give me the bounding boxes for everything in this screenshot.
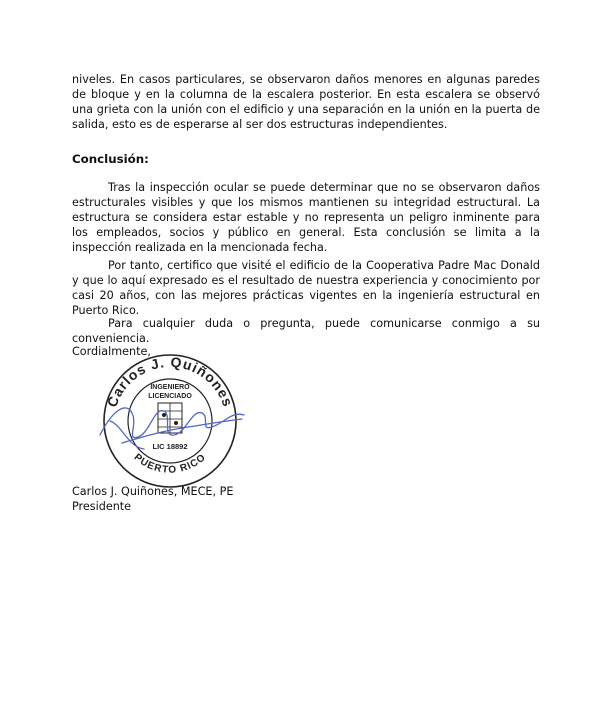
intro-paragraph: niveles. En casos particulares, se observaron daños menores en algunas paredes de bloque y en la columna de la escalera posterior. En esta escalera se observó una grieta con la unión con el edificio y una separación en la unión en la puerta de salida, esto es de esperarse al ser dos estructuras independientes. [72, 73, 540, 131]
seal-license: LIC 18892 [152, 442, 188, 451]
signer-title: Presidente [72, 500, 132, 513]
seal-inner-line1: INGENIERO [150, 384, 190, 391]
conclusion-heading: Conclusión: [72, 152, 149, 166]
seal-inner-line2: LICENCIADO [148, 393, 192, 400]
certification-paragraph: Por tanto, certifico que visité el edificio de la Cooperativa Padre Mac Donald y que lo aquí expresado es el resultado de nuestra experiencia y conocimiento por casi 20 años, con las mejores prácticas vigentes en la ingeniería estructural en Puerto Rico. [72, 259, 540, 317]
conclusion-paragraph: Tras la inspección ocular se puede determinar que no se observaron daños estructurales visibles y que los mismos mantienen su integridad estructural. La estructura se considera estar estable y no representa un peligro inminente para los empleados, socios y público en general. Esta conclusión se limita a la inspección realizada en la mencionada fecha. [72, 181, 540, 254]
closing-salutation: Cordialmente, [72, 345, 151, 358]
signer-name: Carlos J. Quiñones, MECE, PE [72, 485, 234, 498]
seal-country-arc: PUERTO RICO [131, 451, 209, 476]
seal-name-arc: Carlos J. Quiñones [103, 353, 237, 410]
contact-paragraph: Para cualquier duda o pregunta, puede comunicarse conmigo a su conveniencia. [72, 317, 540, 345]
engineer-seal [92, 351, 248, 489]
